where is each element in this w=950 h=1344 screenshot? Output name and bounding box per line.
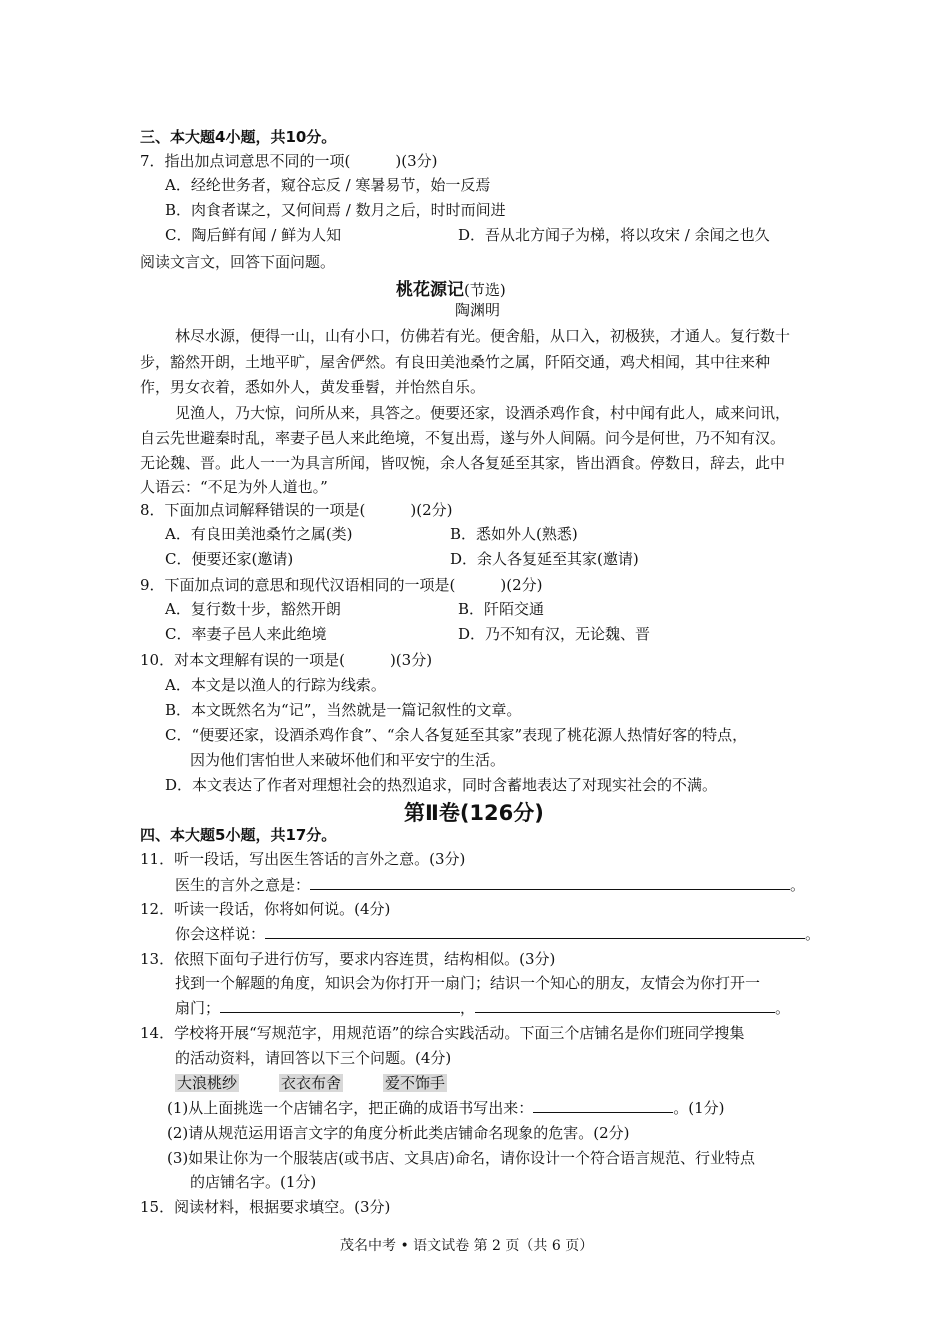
volume-2-heading: 第Ⅱ卷(126分) [404, 801, 544, 825]
q7-stem: 7．指出加点词意思不同的一项( )(3分) [140, 152, 438, 170]
q11-prompt: 医生的言外之意是： [175, 876, 311, 894]
q14-part-1-blank[interactable] [533, 1098, 673, 1113]
q8-stem: 8．下面加点词解释错误的一项是( )(2分) [140, 501, 453, 519]
passage-title [396, 275, 506, 300]
q14-stem-continued: 的活动资料，请回答以下三个问题。(4分) [175, 1049, 452, 1067]
q13-answer-line [175, 998, 790, 1018]
q14-part-2: (2)请从规范运用语言文字的角度分析此类店铺命名现象的危害。(2分) [167, 1124, 630, 1142]
page-footer: 茂名中考 • 语文试卷 第 2 页（共 6 页） [340, 1238, 594, 1254]
passage-line: 无论魏、晋。此人一一为具言所闻，皆叹惋，余人各复延至其家，皆出酒食。停数日，辞去，此中 [140, 454, 786, 472]
q13-separator: ， [460, 999, 476, 1017]
q9-option-b: B．阡陌交通 [458, 600, 545, 618]
passage-author: 陶渊明 [455, 301, 501, 319]
passage-line: 自云先世避秦时乱，率妻子邑人来此绝境，不复出焉，遂与外人间隔。问今是何世，乃不知有汉。 [140, 429, 786, 447]
q7-option-b: B．肉食者谋之，又何间焉 / 数月之后，时时而间进 [165, 201, 506, 219]
q12-end: 。 [805, 925, 821, 943]
q9-stem: 9．下面加点词的意思和现代汉语相同的一项是( )(2分) [140, 576, 543, 594]
q11-answer-line [175, 875, 805, 895]
reading-intro: 阅读文言文，回答下面问题。 [140, 253, 336, 271]
q10-option-c-continued: 因为他们害怕世人来破坏他们和平安宁的生活。 [190, 751, 506, 769]
q13-prefix: 扇门； [175, 999, 221, 1017]
q9-option-d: D．乃不知有汉，无论魏、晋 [458, 625, 651, 643]
q14-part-3: (3)如果让你为一个服装店(或书店、文具店)命名，请你设计一个符合语言规范、行业特点 [167, 1149, 755, 1167]
passage-title-text: 桃花源记 [396, 280, 464, 300]
passage-line: 步，豁然开朗，土地平旷，屋舍俨然。有良田美池桑竹之属，阡陌交通，鸡犬相闻，其中往来种 [140, 353, 771, 371]
q9-option-c: C．率妻子邑人来此绝境 [165, 625, 327, 643]
q9-option-a: A．复行数十步，豁然开朗 [165, 600, 341, 618]
q8-option-d: D．余人各复延至其家(邀请) [450, 550, 639, 568]
q11-stem: 11．听一段话，写出医生答话的言外之意。(3分) [140, 850, 466, 868]
passage-line: 林尽水源，便得一山，山有小口，仿佛若有光。便舍船，从口入，初极狭，才通人。复行数十 [175, 327, 791, 345]
q14-stem: 14．学校将开展“写规范字，用规范语”的综合实践活动。下面三个店铺名是你们班同学搜集 [140, 1024, 745, 1042]
section-4-title: 四、本大题5小题，共17分。 [140, 826, 337, 844]
q10-option-a: A．本文是以渔人的行踪为线索。 [165, 676, 386, 694]
passage-line: 见渔人，乃大惊，问所从来，具答之。便要还家，设酒杀鸡作食，村中闻有此人，咸来问讯， [175, 404, 791, 422]
q14-part-1 [167, 1098, 725, 1118]
q7-option-d: D．吾从北方闻子为梯，将以攻宋 / 余闻之也久 [458, 226, 770, 244]
q14-shop-names [175, 1073, 447, 1093]
q10-option-b: B．本文既然名为“记”，当然就是一篇记叙性的文章。 [165, 701, 522, 719]
q10-option-d: D．本文表达了作者对理想社会的热烈追求，同时含蓄地表达了对现实社会的不满。 [165, 776, 718, 794]
q10-option-c: C．“便要还家，设酒杀鸡作食”、“余人各复延至其家”表现了桃花源人热情好客的特点， [165, 726, 748, 744]
q11-end: 。 [790, 876, 806, 894]
q12-answer-line [175, 924, 820, 944]
q12-stem: 12．听读一段话，你将如何说。(4分) [140, 900, 391, 918]
q12-answer-blank[interactable] [265, 924, 805, 939]
passage-line: 作，男女衣着，悉如外人，黄发垂髫，并怡然自乐。 [140, 378, 486, 396]
shop-name: 大浪桃纱 [177, 1074, 238, 1092]
shop-name: 爱不饰手 [385, 1074, 446, 1092]
section-3-title: 三、本大题4小题，共10分。 [140, 128, 337, 146]
passage-title-note: (节选) [464, 281, 506, 299]
q14-part-1-points: 。(1分) [673, 1099, 725, 1117]
q8-option-a: A．有良田美池桑竹之属(类) [165, 525, 353, 543]
q13-stem: 13．依照下面句子进行仿写，要求内容连贯，结构相似。(3分) [140, 950, 556, 968]
shop-name: 衣衣布舍 [281, 1074, 342, 1092]
passage-line: 人语云：“不足为外人道也。” [140, 478, 328, 496]
q13-answer-blank-2[interactable] [475, 998, 775, 1013]
q8-option-c: C．便要还家(邀请) [165, 550, 294, 568]
q14-part-3-continued: 的店铺名字。(1分) [190, 1173, 317, 1191]
q7-option-c: C．陶后鲜有闻 / 鲜为人知 [165, 226, 342, 244]
q10-stem: 10．对本文理解有误的一项是( )(3分) [140, 651, 433, 669]
q8-option-b: B．悉如外人(熟悉) [450, 525, 578, 543]
q11-answer-blank[interactable] [310, 875, 790, 890]
q13-answer-blank-1[interactable] [220, 998, 460, 1013]
q12-prompt: 你会这样说： [175, 925, 266, 943]
q7-option-a: A．经纶世务者，窥谷忘反 / 寒暑易节，始一反焉 [165, 176, 491, 194]
q14-part-1-text: (1)从上面挑选一个店铺名字，把正确的成语书写出来： [167, 1099, 534, 1117]
q13-end: 。 [775, 999, 791, 1017]
q13-example-line: 找到一个解题的角度，知识会为你打开一扇门；结识一个知心的朋友，友情会为你打开一 [175, 974, 761, 992]
q15-stem: 15．阅读材料，根据要求填空。(3分) [140, 1198, 391, 1216]
